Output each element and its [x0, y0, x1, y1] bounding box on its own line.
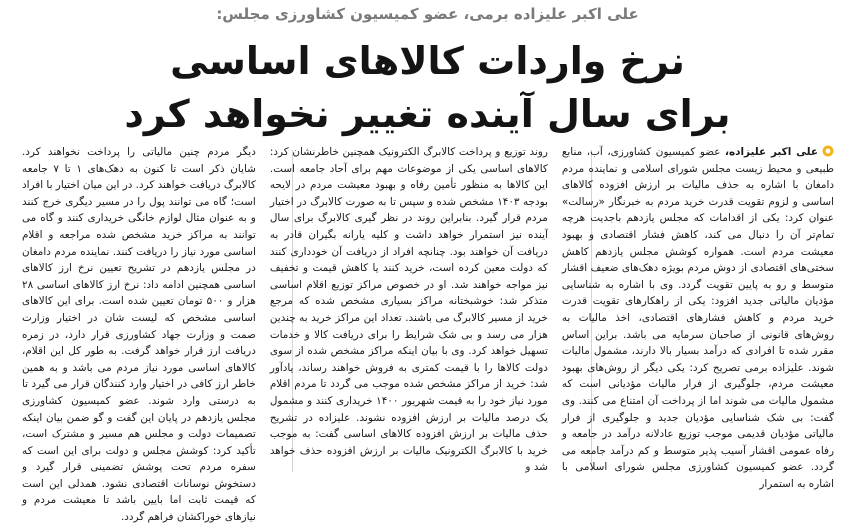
article-column-right — [561, 144, 848, 490]
column-text: دیگر مردم چنین مالیاتی را پرداخت نخواهند کرد. شایان ذکر است تا کنون به دهک‌های ۱ تا ۷ جامعه کالابرگ دریافت خواهند کرد. در این میان اختیار با افراد است؛ گاه می توانند پول را در مسیر دیگری خرج کنند و به عنوان مثال لوازم خانگی خریداری کنند و گاه می توانند به مراکز خرید مشخص شده مراجعه و اقلام اساسی مورد نیاز را دریافت کنند. نماینده مردم دامغان در مجلس یازدهم در تشریح تعیین نرخ ارز کالاهای اساسی همچنین ادامه داد: نرخ ارز کالاهای اساسی ۲۸ هزار و ۵۰۰ تومان تعیین شده است. برای این کالاهای اساسی مشخص که لیست شان در اختیار وزارت صمت و وزارت جهاد کشاورزی قرار دارد، در زمره دریافت ارز قرار خواهد گرفت. به طور کل این اقلام، کالاهای اساسی مورد نیاز مردم می باشد و به همین خاطر ارز کافی در اختیار وارد کنندگان قرار می گیرد تا به درستی وارد شوند. عضو کمیسیون کشاورزی مجلس یازدهم در پایان این گفت و گو ضمن بیان اینکه تصمیمات دولت و مجلس هم مسیر و مشترک است، تأکید کرد: کوشش مجلس و دولت برای این است که سفره مردم تحت پوشش تضمینی قرار گیرد و دستخوش نوسانات اقتصادی نشود. همدلی این است که قیمت ثابت اما بایین باشد تا معیشت مردم و نیازهای خوراکشان فراهم گردد. — [22, 146, 256, 524]
article-paragraph — [562, 144, 834, 492]
article-column-middle — [256, 144, 562, 478]
article-column-left — [10, 144, 256, 524]
column-text: عضو کمیسیون کشاورزی، آب، منابع طبیعی و محیط زیست مجلس شورای اسلامی و نماینده مردم دامغان با اشاره به حذف مالیات بر ارزش افزوده کالاهای اساسی و لزوم تقویت قدرت خرید مردم به خبرنگار «رسالت» عنوان کرد: یکی از اقدامات که مجلس یازدهم باجدیت هرچه تمام‌تر آن را دنبال می کند، کاهش فشار اقتصادی و بهبود معیشت مردم است. همواره کوشش مجلس یازدهم کاهش سختی‌های اقتصادی از دوش مردم بویژه دهک‌های ضعیف اقشار متوسط و رو به پایین تقویت گردد. وی با اشاره به شناسایی مؤدیان مالیاتی جدید افزود: یکی از راهکارهای تقویت قدرت خرید مردم و کاهش فشارهای اقتصادی، اخذ مالیات به روش‌های قانونی از صاحبان سرمایه می باشد. براین اساس مقرر شده تا افرادی که درآمد بسیار بالا دارند، مشمول مالیات شوند. علیزاده برمی تصریح کرد: یکی دیگر از روش‌های بهبود معیشت مردم، جلوگیری از فرار مالیات مؤدیانی است که مشمول مالیات می شوند اما از پرداخت آن امتناع می کنند. وی گفت: بی شک شناسایی مؤدیان جدید و جلوگیری از فرار مالیاتی مؤدیان قدیمی موجب توزیع عادلانه درآمد در جامعه و رفاه عمومی اقشار آسیب پذیر متوسط و کم درآمد جامعه می گردد. عضو کمیسیون کشاورزی مجلس شورای اسلامی با اشاره به استمرار — [561, 146, 834, 490]
headline-line-1: نرخ واردات کالاهای اساسی — [170, 39, 685, 83]
news-bullet-icon — [822, 145, 834, 157]
article-subtitle: علی اکبر علیزاده برمی، عضو کمیسیون کشاورزی مجلس: — [216, 5, 639, 23]
column-text: روند توزیع و پرداخت کالابرگ الکترونیک همچنین خاطرنشان کرد: کالاهای اساسی یکی از موضوعات مهم برای آحاد جامعه است. این کالاها به منظور تأمین رفاه و بهبود معیشت مردم در لایحه بودجه ۱۴۰۳ مشخص شده و سپس تا به صورت کالابرگ در اختیار مردم قرار گیرد. بنابراین روند در نظر گیری کالابرگ برای سال آینده نیز استمرار خواهد داشت و کلیه یارانه بگیران قادر به دریافت آن خواهند بود. چنانچه افراد از دریافت آن خودداری کنند که دولت معین کرده است، خرید کنند یا کاهش قیمت و تخفیف نیز مواجه خواهند شد. او در خصوص مراکز توزیع اقلام اساسی متذکر شد: خوشبختانه مراکز بسیاری مشخص شده که مرجع خرید از مسیر کالابرگ می باشند. تعداد این مراکز خرید به چندین هزار می رسد و بی شک شرایط را برای دریافت کالا و خدمات تسهیل خواهد کرد. وی با بیان اینکه مراکز مشخص شده از سوی دولت کالاها را با قیمت کمتری به فروش خواهند رساند، یادآور شد: خرید از مراکز مشخص شده موجب می گردد تا مردم اقلام مورد نیاز خود را به قیمت شهریور ۱۴۰۰ خریداری کنند و مشمول یک درصد مالیات بر ارزش افزوده نشوند. علیزاده در تشریح حذف مالیات بر ارزش افزوده کالاهای اساسی گفت: به موجب خرید با کالابرگ الکترونیک مالیات بر ارزش افزوده حذف خواهد شد و — [269, 146, 548, 474]
headline-line-2: برای سال آینده تغییر نخواهد کرد — [124, 92, 731, 136]
article-body — [10, 144, 848, 524]
author-name: علی اکبر علیزاده، — [725, 146, 819, 158]
